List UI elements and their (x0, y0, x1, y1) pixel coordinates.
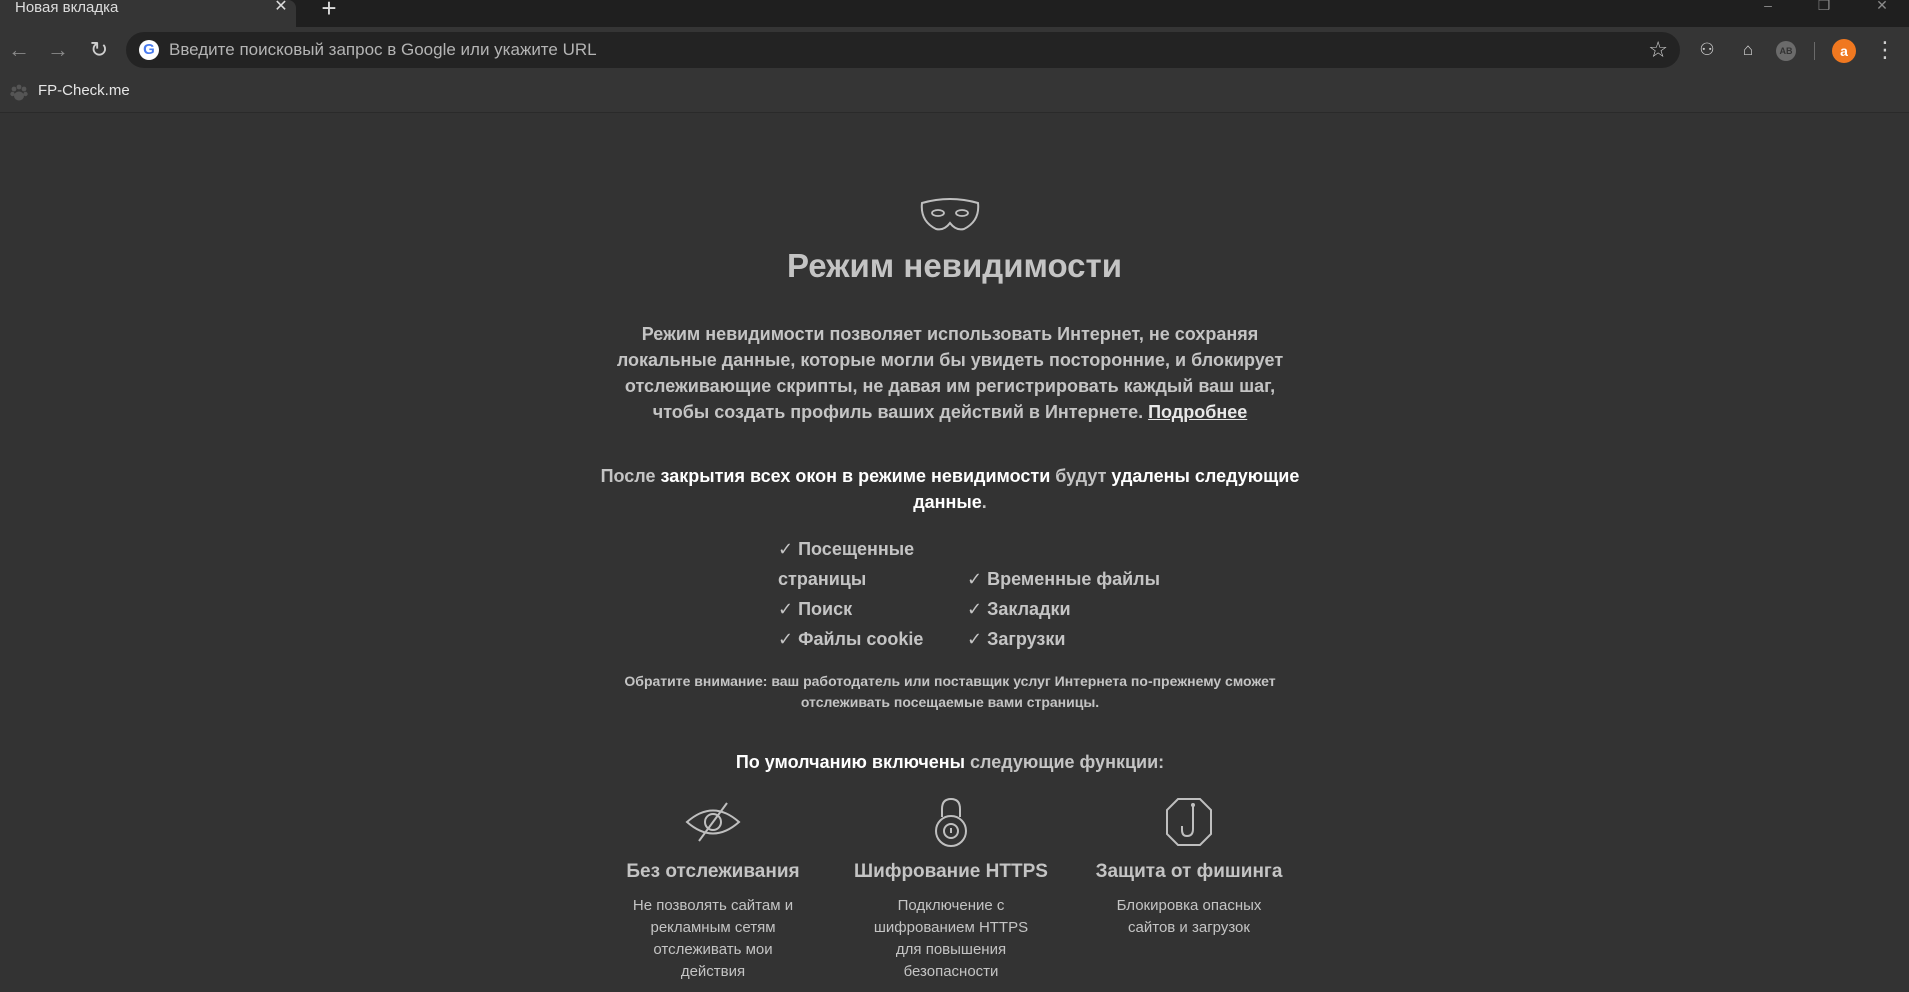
list-item: ✓ Поиск (778, 599, 853, 619)
bookmark-star-icon[interactable]: ☆ (1648, 37, 1668, 62)
google-logo-icon: G (139, 40, 159, 60)
feature-description: Подключение с шифрованием HTTPS для повышения безопасности (873, 897, 1029, 980)
learn-more-link[interactable]: Подробнее (1148, 402, 1248, 422)
eye-crossed-icon (683, 795, 743, 849)
feature-title: Шифрование HTTPS (854, 861, 1048, 882)
forward-arrow-icon[interactable]: → (47, 37, 69, 62)
feature-title: Защита от фишинга (1095, 861, 1283, 882)
list-item: ✓ Файлы cookie (778, 629, 924, 649)
heading-part: закрытия всех окон в режиме невидимости (660, 466, 1051, 486)
toolbar-divider (1814, 42, 1815, 60)
deleted-list-left (778, 534, 958, 654)
kebab-menu-icon[interactable]: ⋮ (1874, 37, 1896, 62)
feature-description: Блокировка опасных сайтов и загрузок (1116, 897, 1262, 936)
avast-extension-icon[interactable]: a (1832, 39, 1856, 63)
feature-description: Не позволять сайтам и рекламным сетям отслеживать мои действия (632, 897, 794, 980)
heading-part: По умолчанию включены (735, 752, 966, 772)
list-item: ✓ Посещенные страницы (778, 539, 915, 589)
feature-no-tracking (603, 795, 823, 983)
new-tab-plus-icon[interactable]: + (321, 0, 337, 23)
list-item: ✓ Временные файлы (967, 569, 1160, 589)
incognito-mask-icon (918, 195, 982, 235)
check-icon: ✓ (778, 539, 794, 559)
heading-part: После (600, 466, 661, 486)
tab-title: Новая вкладка (15, 0, 119, 16)
heading-part: . (981, 492, 987, 512)
padlock-icon (921, 795, 981, 849)
check-icon: ✓ (967, 569, 983, 589)
fishhook-shield-icon (1159, 795, 1219, 849)
heading-part: удалены следующие данные (913, 466, 1300, 512)
paw-icon (9, 83, 29, 103)
bookmarks-bar (0, 73, 1909, 113)
feature-phishing (1079, 795, 1299, 939)
feature-https (841, 795, 1061, 983)
intro-paragraph (600, 321, 1300, 425)
close-window-icon[interactable]: ✕ (1876, 0, 1888, 13)
adblock-extension-icon[interactable]: AB (1776, 41, 1796, 61)
feature-title: Без отслеживания (626, 861, 800, 882)
check-icon: ✓ (778, 629, 794, 649)
close-tab-icon[interactable]: ✕ (274, 0, 288, 15)
intro-text: Режим невидимости позволяет использовать Интернет, не сохраняя локальные данные, которые могли бы увидеть посторонние, и блокирует отслеживающие скрипты, не давая им регистрировать каждый ваш шаг, чтобы создать профиль ваших действий в Интернете. (616, 324, 1284, 422)
check-icon: ✓ (967, 629, 983, 649)
address-bar[interactable] (126, 32, 1680, 68)
check-icon: ✓ (967, 599, 983, 619)
restore-icon[interactable]: ❐ (1817, 0, 1831, 13)
incognito-page (0, 113, 1909, 992)
page-title: Режим невидимости (787, 247, 1122, 284)
heading-part: следующие функции: (965, 752, 1165, 772)
bookmark-label: FP-Check.me (38, 82, 130, 99)
tab-strip (0, 0, 1909, 27)
toolbar (0, 27, 1909, 73)
privacy-note: Обратите внимание: ваш работодатель или поставщик услуг Интернета по-прежнему сможет отслеживать посещаемые вами страницы. (624, 673, 1276, 710)
address-bar-placeholder: Введите поисковый запрос в Google или укажите URL (169, 40, 597, 59)
list-item: ✓ Загрузки (967, 629, 1066, 649)
minimize-icon[interactable]: – (1764, 0, 1772, 13)
back-arrow-icon[interactable]: ← (8, 37, 30, 62)
extension-lock-icon[interactable]: ⌂ (1742, 40, 1754, 59)
list-item: ✓ Закладки (967, 599, 1071, 619)
tab-new-tab[interactable] (0, 0, 296, 27)
heading-part: будут (1050, 466, 1112, 486)
default-features-heading (600, 749, 1300, 775)
deleted-list-right (967, 564, 1187, 654)
reload-icon[interactable]: ↻ (89, 37, 109, 62)
extension-user-icon[interactable]: ⚇ (1699, 40, 1715, 59)
deleted-data-heading (600, 463, 1300, 515)
check-icon: ✓ (778, 599, 794, 619)
